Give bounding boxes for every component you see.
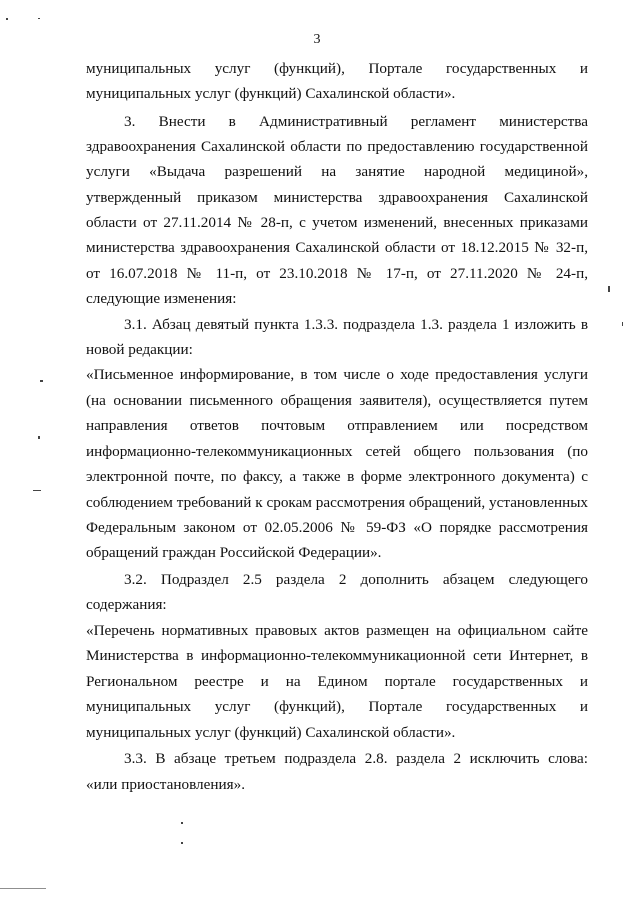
scan-speck bbox=[40, 380, 43, 382]
page-number: 3 bbox=[313, 32, 321, 47]
text-line: муниципальных услуг (функций), Портале государственных и bbox=[86, 698, 588, 715]
scan-speck bbox=[38, 436, 40, 439]
text-line: электронной почте, по факсу, а также в форме электронного документа) с bbox=[86, 468, 588, 485]
paragraph-3-3-heading: 3.3. В абзаце третьем подраздела 2.8. раздела 2 исключить слова: bbox=[124, 750, 588, 767]
scan-speck bbox=[622, 322, 623, 326]
scan-speck bbox=[6, 18, 8, 20]
paragraph-3-heading: 3. Внести в Административный регламент министерства bbox=[124, 113, 588, 130]
paragraph-3-1-heading: 3.1. Абзац девятый пункта 1.3.3. подраздела 1.3. раздела 1 изложить в bbox=[124, 316, 588, 333]
text-line: Федеральным законом от 02.05.2006 № 59-ФЗ «О порядке рассмотрения bbox=[86, 519, 588, 536]
text-line: информационно-телекоммуникационных сетей общего пользования (по bbox=[86, 443, 588, 460]
text-line: обращений граждан Российской Федерации». bbox=[86, 544, 382, 561]
text-line: министерства здравоохранения Сахалинской области от 18.12.2015 № 32-п, bbox=[86, 239, 588, 256]
text-line: следующие изменения: bbox=[86, 290, 237, 307]
scan-speck bbox=[181, 842, 183, 844]
text-line: от 16.07.2018 № 11-п, от 23.10.2018 № 17-п, от 27.11.2020 № 24-п, bbox=[86, 265, 588, 282]
scan-speck bbox=[33, 490, 41, 491]
text-line: муниципальных услуг (функций) Сахалинской области». bbox=[86, 85, 456, 102]
text-line: соблюдением требований к срокам рассмотрения обращений, установленных bbox=[86, 494, 588, 511]
text-line: направления ответов почтовым отправлением или посредством bbox=[86, 417, 588, 434]
scan-edge-mark bbox=[0, 888, 46, 889]
text-line: области от 27.11.2014 № 28-п, с учетом изменений, внесенных приказами bbox=[86, 214, 588, 231]
text-line: муниципальных услуг (функций) Сахалинской области». bbox=[86, 724, 456, 741]
text-line: Региональном реестре и на Едином портале государственных и bbox=[86, 673, 588, 690]
text-line: «Перечень нормативных правовых актов размещен на официальном сайте bbox=[86, 622, 588, 639]
text-line: Министерства в информационно-телекоммуникационной сети Интернет, в bbox=[86, 647, 588, 664]
text-line: новой редакции: bbox=[86, 341, 193, 358]
scan-speck bbox=[608, 286, 610, 292]
text-line: муниципальных услуг (функций), Портале государственных и bbox=[86, 60, 588, 77]
text-line: содержания: bbox=[86, 596, 167, 613]
scan-speck bbox=[181, 822, 183, 824]
text-line: «или приостановления». bbox=[86, 776, 245, 793]
paragraph-3-2-heading: 3.2. Подраздел 2.5 раздела 2 дополнить абзацем следующего bbox=[124, 571, 588, 588]
text-line: здравоохранения Сахалинской области по предоставлению государственной bbox=[86, 138, 588, 155]
text-line: (на основании письменного обращения заявителя), осуществляется путем bbox=[86, 392, 588, 409]
text-line: «Письменное информирование, в том числе о ходе предоставления услуги bbox=[86, 366, 588, 383]
scan-speck bbox=[38, 18, 40, 19]
text-line: услуги «Выдача разрешений на занятие народной медициной», bbox=[86, 163, 588, 180]
text-line: утвержденный приказом министерства здравоохранения Сахалинской bbox=[86, 189, 588, 206]
